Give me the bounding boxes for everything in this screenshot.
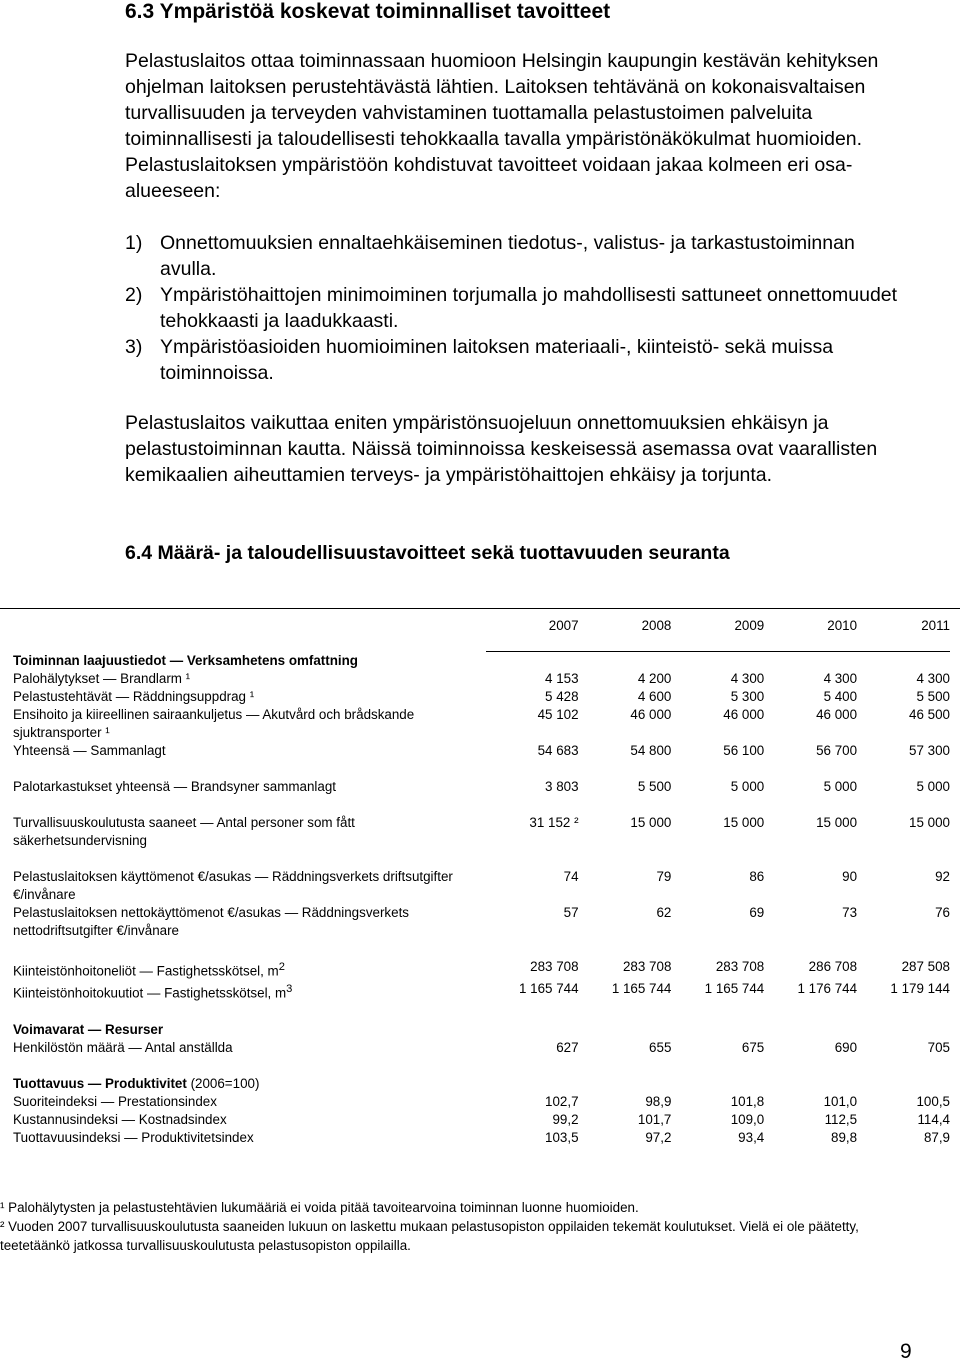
table-row — [13, 980, 950, 1002]
row-value: 97,2 — [645, 1129, 672, 1145]
group-title-row — [13, 652, 950, 671]
section2-title: 6.4 Määrä- ja taloudellisuustavoitteet sekä tuottavuuden seuranta — [125, 542, 730, 564]
row-value: 705 — [927, 1039, 950, 1055]
row-value: 283 708 — [715, 959, 765, 974]
row-value: 1 176 744 — [797, 981, 858, 997]
list-item-text: Ympäristöhaittojen minimoiminen torjumalla jo mahdollisesti sattuneet onnettomuudet tehokkaasti ja laadukkaasti. — [160, 284, 898, 332]
table-row — [13, 814, 950, 850]
row-value: 101,8 — [730, 1093, 765, 1109]
row-value: 76 — [935, 905, 950, 920]
row-value: 93,4 — [738, 1129, 765, 1145]
row-value: 86 — [749, 869, 765, 884]
row-value: 87,9 — [923, 1129, 950, 1145]
year-header: 2008 — [579, 617, 672, 652]
row-value: 286 708 — [808, 959, 858, 974]
table-row — [13, 670, 950, 688]
row-value: 99,2 — [552, 1111, 579, 1127]
row-value: 4 300 — [823, 671, 858, 686]
row-value: 3 803 — [545, 779, 579, 794]
table-row — [13, 868, 950, 904]
row-value: 5 400 — [823, 689, 858, 704]
footnote-2: ² Vuoden 2007 turvallisuuskoulutusta saaneiden lukuun on laskettu mukaan pelastusopiston oppilaiden tekemät koulutukset. Vielä ei ole päätetty, teetetäänkö jatkossa turvallisuuskoulutusta pelastusopiston oppilailla. — [0, 1219, 859, 1253]
row-value: 1 165 744 — [611, 981, 672, 997]
row-value: 73 — [842, 905, 858, 920]
list-item — [125, 334, 915, 386]
targets-table — [13, 617, 950, 1147]
list-item — [125, 230, 915, 282]
table-row — [13, 1093, 950, 1111]
row-value: 15 000 — [723, 815, 765, 830]
row-label: Henkilöstön määrä — Antal anställda — [13, 1039, 233, 1055]
row-label: Palotarkastukset yhteensä — Brandsyner sammanlagt — [13, 779, 337, 794]
row-value: 5 000 — [730, 779, 765, 794]
row-value: 90 — [842, 869, 858, 884]
row-value: 4 600 — [637, 689, 672, 704]
row-value: 287 508 — [901, 959, 950, 974]
row-label: Pelastustehtävät — Räddningsuppdrag ¹ — [13, 689, 255, 704]
row-label: Kiinteistönhoitokuutiot — Fastighetsskötsel, $m^3$ — [13, 983, 293, 1001]
row-label: Kustannusindeksi — Kostnadsindex — [13, 1111, 227, 1127]
row-value: 46 000 — [816, 707, 858, 722]
row-value: 112,5 — [824, 1111, 858, 1127]
row-value: 5 300 — [730, 689, 765, 704]
row-value: 102,7 — [545, 1093, 579, 1109]
group-title-row — [13, 1075, 950, 1093]
table-row — [13, 1129, 950, 1147]
row-value: 54 800 — [630, 743, 672, 758]
row-value: 62 — [656, 905, 672, 920]
row-value: 283 708 — [622, 959, 672, 974]
row-value: 92 — [935, 869, 950, 884]
row-value: 109,0 — [730, 1111, 765, 1127]
row-label: Turvallisuuskoulutusta saaneet — Antal personer som fått säkerhetsundervisning — [13, 815, 355, 848]
row-value: 4 300 — [730, 671, 765, 686]
row-label: Yhteensä — Sammanlagt — [13, 743, 166, 758]
table-row — [13, 1111, 950, 1129]
list-item-number: 2) — [125, 284, 143, 306]
page-number: 9 — [900, 1340, 912, 1363]
row-value: 1 179 144 — [890, 981, 950, 997]
year-header: 2011 — [857, 617, 950, 652]
list-item-number: 3) — [125, 336, 143, 358]
list-item-number: 1) — [125, 232, 143, 254]
group-title: Voimavarat — Resurser — [13, 1021, 164, 1037]
table-row — [13, 688, 950, 706]
table-row — [13, 706, 950, 742]
section-title: 6.3 Ympäristöä koskevat toiminnalliset tavoitteet — [125, 0, 611, 23]
table-row — [13, 778, 950, 796]
row-value: 5 500 — [637, 779, 672, 794]
year-header: 2009 — [671, 617, 764, 652]
row-value: 89,8 — [831, 1129, 858, 1145]
row-label: Ensihoito ja kiireellinen sairaankuljetus — Akutvård och brådskande sjuktransporter ¹ — [13, 707, 415, 740]
row-value: 69 — [749, 905, 765, 920]
list-item-text: Onnettomuuksien ennaltaehkäiseminen tiedotus-, valistus- ja tarkastustoiminnan avulla. — [160, 232, 855, 280]
row-value: 5 428 — [545, 689, 579, 704]
row-value: 45 102 — [537, 707, 579, 722]
row-value: 56 700 — [816, 743, 858, 758]
row-value: 114,4 — [917, 1111, 950, 1127]
row-value: 4 300 — [916, 671, 950, 686]
row-value: 690 — [834, 1039, 858, 1055]
row-value: 15 000 — [816, 815, 858, 830]
group-title: Toiminnan laajuustiedot — Verksamhetens omfattning — [13, 653, 358, 668]
group-title: Tuottavuus — Produktivitet (2006=100) — [13, 1075, 260, 1091]
row-value: 283 708 — [530, 959, 579, 974]
table-row — [13, 958, 950, 980]
row-value: 5 000 — [823, 779, 858, 794]
row-value: 103,5 — [545, 1129, 579, 1145]
row-label: Palohälytykset — Brandlarm ¹ — [13, 671, 191, 686]
row-value: 31 152 ² — [529, 815, 579, 830]
year-header: 2007 — [486, 617, 579, 652]
row-value: 101,0 — [823, 1093, 858, 1109]
row-value: 4 200 — [637, 671, 672, 686]
objectives-list — [125, 230, 915, 386]
row-value: 100,5 — [916, 1093, 950, 1109]
row-value: 655 — [649, 1039, 672, 1055]
table-top-rule — [0, 608, 960, 609]
row-value: 5 500 — [916, 689, 950, 704]
group-title-row — [13, 1021, 950, 1039]
row-value: 74 — [563, 869, 579, 884]
row-value: 98,9 — [645, 1093, 672, 1109]
row-value: 675 — [741, 1039, 765, 1055]
row-value: 56 100 — [723, 743, 765, 758]
row-value: 46 000 — [723, 707, 765, 722]
row-label: Pelastuslaitoksen nettokäyttömenot €/asukas — Räddningsverkets nettodriftsutgifter €/invånare — [13, 905, 409, 938]
row-value: 627 — [556, 1039, 579, 1055]
row-value: 1 165 744 — [704, 981, 765, 997]
row-label: Pelastuslaitoksen käyttömenot €/asukas — Räddningsverkets driftsutgifter €/invånare — [13, 869, 453, 902]
row-value: 54 683 — [537, 743, 579, 758]
row-value: 46 500 — [909, 707, 950, 722]
row-value: 5 000 — [916, 779, 950, 794]
row-label: Kiinteistönhoitoneliöt — Fastighetsskötsel, $m^2$ — [13, 961, 285, 979]
row-value: 57 — [563, 905, 579, 920]
second-paragraph: Pelastuslaitos vaikuttaa eniten ympäristönsuojeluun onnettomuuksien ehkäisyn ja pelastustoiminnan kautta. Näissä toiminnoissa keskeisessä asemassa ovat vaarallisten kemikaalien aiheuttamien terveys- ja ympäristöhaittojen ehkäisy ja torjunta. — [125, 412, 878, 486]
list-item — [125, 282, 915, 334]
row-value: 1 165 744 — [518, 981, 579, 997]
footnote-1: ¹ Palohälytysten ja pelastustehtävien lukumääriä ei voida pitää tavoitearvoina toiminnan luonne huomioiden. — [0, 1200, 639, 1215]
row-value: 79 — [656, 869, 672, 884]
table-row — [13, 1039, 950, 1057]
list-item-text: Ympäristöasioiden huomioiminen laitoksen materiaali-, kiinteistö- sekä muissa toiminnoissa. — [160, 336, 834, 384]
row-value: 101,7 — [637, 1111, 672, 1127]
row-value: 46 000 — [630, 707, 672, 722]
row-value: 15 000 — [630, 815, 672, 830]
year-header: 2010 — [764, 617, 857, 652]
row-value: 4 153 — [545, 671, 579, 686]
row-label: Suoriteindeksi — Prestationsindex — [13, 1093, 217, 1109]
row-label: Tuottavuusindeksi — Produktivitetsindex — [13, 1129, 254, 1145]
table-header-row — [13, 617, 950, 652]
table-row — [13, 904, 950, 940]
row-value: 57 300 — [909, 743, 950, 758]
intro-paragraph: Pelastuslaitos ottaa toiminnassaan huomioon Helsingin kaupungin kestävän kehityksen ohjelman laitoksen perustehtävästä lähtien. Laitoksen tehtävänä on kokonaisvaltaisen turvallisuuden ja terveyden vahvistaminen tuottamalla pelastustoimen palveluita toiminnallisesti ja taloudellisesti tehokkaalla tavalla ympäristönäkökulmat huomioiden. Pelastuslaitoksen ympäristöön kohdistuvat tavoitteet voidaan jakaa kolmeen eri osa-alueeseen: — [125, 50, 879, 202]
row-value: 15 000 — [909, 815, 950, 830]
table-row — [13, 742, 950, 760]
